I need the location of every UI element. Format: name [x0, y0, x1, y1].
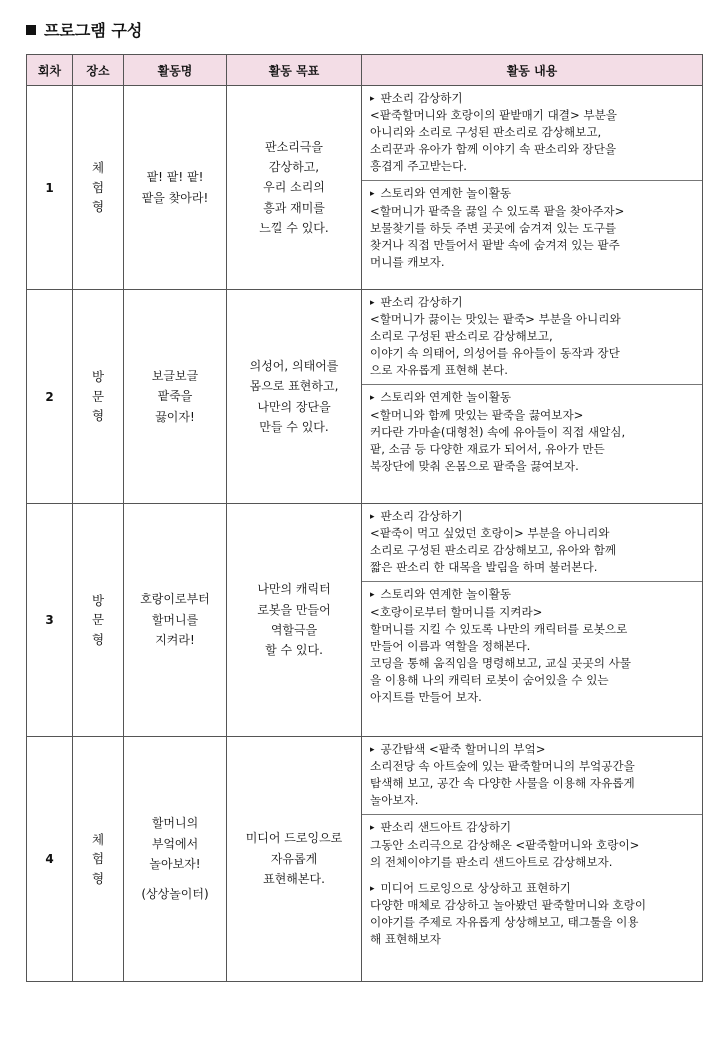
activity-name-cell [124, 737, 227, 982]
round-number: 2 [27, 290, 73, 504]
place-cell [73, 86, 124, 290]
place-char: 형 [91, 870, 105, 886]
activity-goal-line: 의성어, 의태어를 [249, 358, 339, 373]
activity-goal-cell [227, 86, 362, 290]
content-block [362, 180, 702, 275]
activity-name-line: 팥죽을 [157, 389, 193, 404]
content-block [362, 581, 702, 710]
content-line: 흥겹게 주고받는다. [370, 159, 467, 174]
activity-goal-line: 표현해본다. [263, 872, 325, 887]
activity-name-note: (상상놀이터) [141, 887, 209, 902]
content-line: 머니를 캐보자. [370, 254, 445, 269]
content-line: 으로 자유롭게 표현해 본다. [370, 363, 508, 378]
content-block-title: ▸ 스토리와 연계한 놀이활동 [370, 185, 696, 202]
content-line: 할머니를 지킬 수 있도록 나만의 캐릭터를 로봇으로 [370, 621, 628, 636]
activity-goal-cell [227, 737, 362, 982]
content-line: 찾거나 직접 만들어서 팥밭 속에 숨겨져 있는 팥주 [370, 237, 620, 252]
activity-name-line: 보글보글 [151, 368, 199, 383]
content-line: 그동안 소리극으로 감상해온 <팥죽할머니와 호랑이> [370, 837, 640, 852]
content-line: 놀아보자. [370, 793, 419, 808]
activity-goal-line: 감상하고, [268, 159, 320, 174]
content-line: 이야기를 주제로 자유롭게 상상해보고, 태그툴을 이용 [370, 914, 639, 929]
activity-goal-line: 미디어 드로잉으로 [245, 831, 343, 846]
activity-goal-line: 로봇을 만들어 [257, 602, 331, 617]
program-table [26, 54, 703, 982]
content-block-title: ▸ 미디어 드로잉으로 상상하고 표현하기 [370, 880, 696, 897]
content-line: <호랑이로부터 할머니를 지켜라> [370, 604, 543, 619]
place-char: 체 [91, 160, 105, 176]
content-line: <팥죽이 먹고 싶었던 호랑이> 부분을 아니리와 [370, 526, 610, 541]
round-number: 1 [27, 86, 73, 290]
content-line: 소리꾼과 유아가 함께 이야기 속 판소리와 장단을 [370, 142, 617, 157]
content-line: 팥, 소금 등 다양한 재료가 되어서, 유아가 만든 [370, 441, 605, 456]
content-block-title: ▸ 판소리 감상하기 [370, 508, 696, 525]
activity-goal-line: 자유롭게 [270, 851, 318, 866]
activity-name-line: 끓이자! [155, 409, 195, 424]
place-char: 형 [91, 631, 105, 647]
content-line: <할머니와 함께 맛있는 팥죽을 끓여보자> [370, 407, 584, 422]
header-activity-name: 활동명 [124, 55, 227, 86]
activity-name-line: 부엌에서 [151, 836, 199, 851]
section-heading [26, 18, 142, 41]
place-char: 형 [91, 199, 105, 215]
place-char: 험 [91, 851, 105, 867]
activity-name-cell [124, 504, 227, 737]
place-char: 문 [91, 388, 105, 404]
content-line: 을 이용해 나의 캐릭터 로봇이 숨어있을 수 있는 [370, 672, 609, 687]
content-line: <할머니가 끓이는 맛있는 팥죽> 부분을 아니리와 [370, 312, 621, 327]
activity-content-cell [362, 737, 703, 982]
table-row [27, 504, 703, 737]
content-block-title: ▸ 판소리 감상하기 [370, 294, 696, 311]
place-char: 방 [91, 369, 105, 385]
activity-goal-line: 흥과 재미를 [263, 200, 325, 215]
content-line: 북장단에 맞춰 온몸으로 팥죽을 끓여보자. [370, 458, 579, 473]
place-cell [73, 290, 124, 504]
activity-goal-line: 느낄 수 있다. [259, 221, 329, 236]
activity-goal-cell [227, 504, 362, 737]
activity-goal-line: 몸으로 표현하고, [249, 379, 339, 394]
content-line: 이야기 속 의태어, 의성어를 유아들이 동작과 장단 [370, 346, 620, 361]
table-header-row [27, 55, 703, 86]
place-cell [73, 737, 124, 982]
content-block [362, 86, 702, 180]
activity-content-cell [362, 86, 703, 290]
content-line: 보물찾기를 하듯 주변 곳곳에 숨겨져 있는 도구를 [370, 220, 617, 235]
content-block-title: ▸ 스토리와 연계한 놀이활동 [370, 586, 696, 603]
activity-name-line: 할머니를 [151, 612, 199, 627]
table-row [27, 290, 703, 504]
content-block-title: ▸ 공간탐색 <팥죽 할머니의 부엌> [370, 741, 696, 758]
round-number: 3 [27, 504, 73, 737]
activity-name-line: 팥! 팥! 팥! [146, 170, 204, 185]
content-block [362, 737, 702, 814]
activity-name-cell [124, 86, 227, 290]
activity-name-line: 팥을 찾아라! [141, 190, 209, 205]
content-line: 탐색해 보고, 공간 속 다양한 사물을 이용해 자유롭게 [370, 776, 635, 791]
activity-name-line: 놀아보자! [149, 857, 201, 871]
round-number: 4 [27, 737, 73, 982]
table-row [27, 737, 703, 982]
content-line: 다양한 매체로 감상하고 놀아봤던 팥죽할머니와 호랑이 [370, 897, 647, 912]
square-bullet-icon [26, 25, 36, 35]
activity-goal-line: 나만의 장단을 [257, 399, 331, 414]
place-char: 문 [91, 612, 105, 628]
spacer [124, 874, 226, 884]
content-block-title: ▸ 스토리와 연계한 놀이활동 [370, 389, 696, 406]
place-char: 험 [91, 179, 105, 195]
content-block [362, 876, 702, 953]
content-line: 소리전당 속 아트숲에 있는 팥죽할머니의 부엌공간을 [370, 759, 635, 774]
section-heading-text: 프로그램 구성 [44, 21, 143, 40]
content-block [362, 290, 702, 384]
content-block [362, 504, 702, 581]
activity-content-cell [362, 504, 703, 737]
activity-name-line: 지켜라! [155, 633, 195, 648]
activity-goal-line: 나만의 캐릭터 [257, 582, 331, 597]
activity-name-cell [124, 290, 227, 504]
content-line: 소리로 구성된 판소리로 감상해보고, 유아와 함께 [370, 543, 617, 558]
header-activity-content: 활동 내용 [362, 55, 703, 86]
content-block-title: ▸ 판소리 샌드아트 감상하기 [370, 819, 696, 836]
activity-name-line: 호랑이로부터 [140, 592, 210, 607]
activity-goal-line: 할 수 있다. [265, 643, 323, 658]
activity-goal-line: 우리 소리의 [263, 180, 325, 195]
activity-goal-line: 만들 수 있다. [259, 419, 329, 434]
activity-goal-line: 판소리극을 [265, 139, 323, 154]
activity-goal-cell [227, 290, 362, 504]
content-line: <팥죽할머니와 호랑이의 팥밭매기 대결> 부분을 [370, 108, 617, 123]
content-line: 해 표현해보자 [370, 931, 441, 946]
header-round: 회차 [27, 55, 73, 86]
content-line: 아니리와 소리로 구성된 판소리로 감상해보고, [370, 125, 602, 140]
header-activity-goal: 활동 목표 [227, 55, 362, 86]
place-char: 형 [91, 408, 105, 424]
content-block-title: ▸ 판소리 감상하기 [370, 90, 696, 107]
content-line: <할머니가 팥죽을 끓일 수 있도록 팥을 찾아주자> [370, 203, 625, 218]
place-char: 방 [91, 592, 105, 608]
content-line: 만들어 이름과 역할을 정해본다. [370, 638, 531, 653]
content-line: 아지트를 만들어 보자. [370, 689, 482, 704]
content-line: 커다란 가마솥(대형천) 속에 유아들이 직접 새알심, [370, 424, 626, 439]
content-line: 짧은 판소리 한 대목을 발림을 하며 불러본다. [370, 560, 598, 575]
place-cell [73, 504, 124, 737]
content-block [362, 814, 702, 875]
header-place: 장소 [73, 55, 124, 86]
activity-name-line: 할머니의 [151, 816, 199, 831]
content-line: 코딩을 통해 움직임을 명령해보고, 교실 곳곳의 사물 [370, 655, 631, 670]
content-block [362, 384, 702, 479]
content-line: 소리로 구성된 판소리로 감상해보고, [370, 329, 553, 344]
content-line: 의 전체이야기를 판소리 샌드아트로 감상해보자. [370, 854, 613, 869]
table-row [27, 86, 703, 290]
activity-content-cell [362, 290, 703, 504]
activity-goal-line: 역할극을 [270, 623, 318, 637]
place-char: 체 [91, 831, 105, 847]
